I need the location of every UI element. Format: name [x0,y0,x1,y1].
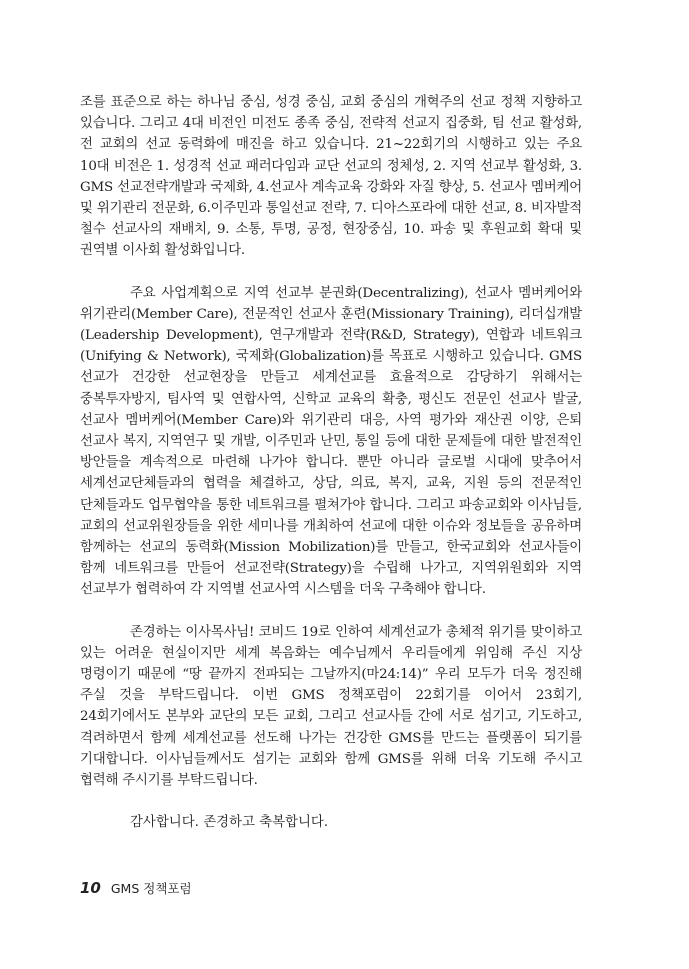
paragraph-spacer [80,262,582,283]
paragraph-spacer [80,791,582,812]
paragraph-spacer [80,601,582,622]
publication-title: GMS 정책포럼 [110,881,192,896]
paragraph-appeal: 존경하는 이사목사님! 코비드 19로 인하여 세계선교가 총체적 위기를 맞이하고 있는 어려운 현실이지만 세계 복음화는 예수님께서 우리들에게 위임해 주신 지상 명령이기 때문에 “땅 끝까지 전파되는 그날까지(마24:14)” 우리 모두가 더욱 정진해 주실 것을 부탁드립니다. 이번 GMS 정책포럼이 22회기를 이어서 23회기, 24회기에서도 본부와 교단의 모든 교회, 그리고 선교사들 간에 서로 섬기고, 기도하고, 격려하면서 함께 세계선교를 선도해 나가는 건강한 GMS를 만드는 플랫폼이 되기를 기대합니다. 이사님들께서도 섬기는 교회와 함께 GMS를 위해 더욱 기도해 주시고 협력해 주시기를 부탁드립니다. [80,624,582,789]
paragraph-business-plan: 주요 사업계획으로 지역 선교부 분권화(Decentralizing), 선교사 멤버케어와 위기관리(Member Care), 전문적인 선교사 훈련(Missionary Training), 리더십개발(Leadership Development), 연구개발과 전략(R&D, Strategy), 연합과 네트워크(Unifying & Network), 국제화(Globalization)를 목표로 시행하고 있습니다. GMS 선교가 건강한 선교현장을 만들고 세계선교를 효율적으로 감당하기 위해서는 중복투자방지, 팀사역 및 연합사역, 신학교 교육의 확충, 평신도 전문인 선교사 발굴, 선교사 멤버케어(Member Care)와 위기관리 대응, 사역 평가와 재산권 이양, 은퇴 선교사 복지, 지역연구 및 개발, 이주민과 난민, 통일 등에 대한 문제들에 대한 발전적인 방안들을 계속적으로 마련해 나가야 합니다. 뿐만 아니라 글로벌 시대에 맞추어서 세계선교단체들과의 협력을 체결하고, 상담, 의료, 복지, 교육, 지원 등의 전문적인 단체들과도 업무협약을 통한 네트워크를 펼쳐가야 합니다. 그리고 파송교회와 이사님들, 교회의 선교위원장들을 위한 세미나를 개최하여 선교에 대한 이슈와 정보들을 공유하며 함께하는 선교의 동력화(Mission Mobilization)를 만들고, 한국교회와 선교사들이 함께 네트워크를 만들어 선교전략(Strategy)을 수립해 나가고, 지역위원회와 지역 선교부가 협력하여 각 지역별 선교사역 시스템을 더욱 구축해야 합니다. [80,285,582,598]
body-text [80,92,582,833]
closing-line: 감사합니다. 존경하고 축복합니다. [130,815,329,831]
page-number: 10 [80,879,101,897]
paragraph-vision-intro: 조를 표준으로 하는 하나님 중심, 성경 중심, 교회 중심의 개혁주의 선교 정책 지향하고 있습니다. 그리고 4대 비전인 미전도 종족 중심, 전략적 선교지 집중화, 팀 선교 활성화, 전 교회의 선교 동력화에 매진을 하고 있습니다. 21~22회기의 시행하고 있는 주요 10대 비전은 1. 성경적 선교 패러다임과 교단 선교의 정체성, 2. 지역 선교부 활성화, 3. GMS 선교전략개발과 국제화, 4.선교사 계속교육 강화와 자질 향상, 5. 선교사 멤버케어 및 위기관리 전문화, 6.이주민과 통일선교 전략, 7. 디아스포라에 대한 선교, 8. 비자발적 철수 선교사의 재배치, 9. 소통, 투명, 공정, 현장중심, 10. 파송 및 후원교회 확대 및 권역별 이사회 활성화입니다. [80,95,582,259]
page-footer [80,879,192,897]
